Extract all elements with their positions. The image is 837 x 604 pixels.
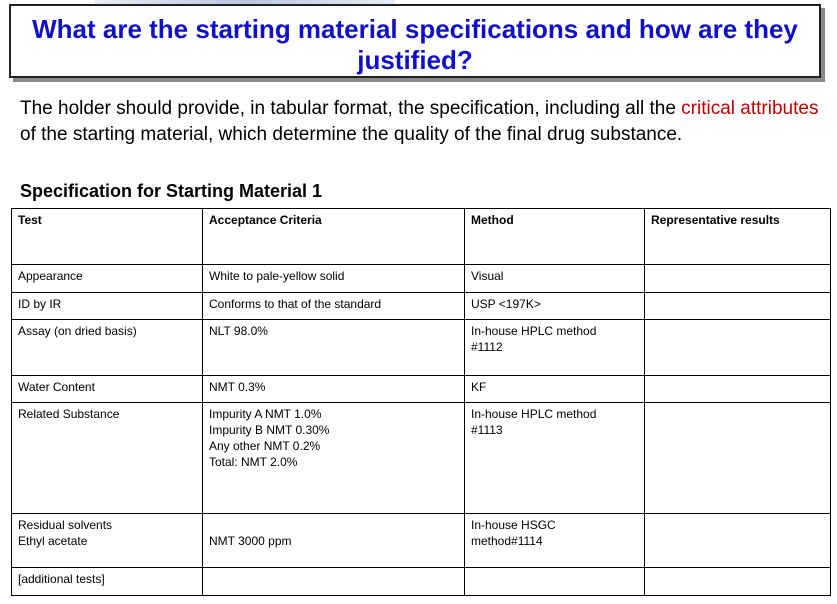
cell-results	[645, 293, 831, 320]
table-row	[12, 568, 831, 596]
table-row	[12, 265, 831, 293]
table-row	[12, 320, 831, 376]
cell-criteria: NLT 98.0%	[203, 320, 465, 376]
cell-method: USP <197K>	[465, 293, 645, 320]
table-row	[12, 403, 831, 514]
table-row	[12, 514, 831, 568]
cell-results	[645, 403, 831, 514]
header-acceptance-criteria: Acceptance Criteria	[203, 209, 465, 265]
intro-text-part2: of the starting material, which determine the quality of the final drug substance.	[20, 124, 683, 145]
cell-test: Water Content	[12, 376, 203, 403]
cell-method: Visual	[465, 265, 645, 293]
table-header-row	[12, 209, 831, 265]
cell-method: KF	[465, 376, 645, 403]
cell-method: In-house HPLC method #1113	[465, 403, 645, 514]
cell-method: In-house HSGC method#1114	[465, 514, 645, 568]
cell-test: Related Substance	[12, 403, 203, 514]
cell-test: Assay (on dried basis)	[12, 320, 203, 376]
cell-test: Appearance	[12, 265, 203, 293]
cell-results	[645, 265, 831, 293]
cell-criteria	[203, 568, 465, 596]
cell-results	[645, 376, 831, 403]
title-box	[9, 4, 821, 78]
intro-text-part1: The holder should provide, in tabular format, the specification, including all the	[20, 98, 682, 119]
table-row	[12, 376, 831, 403]
cell-criteria: NMT 0.3%	[203, 376, 465, 403]
cell-test: [additional tests]	[12, 568, 203, 596]
cell-criteria: Impurity A NMT 1.0% Impurity B NMT 0.30% Any other NMT 0.2% Total: NMT 2.0%	[203, 403, 465, 514]
header-method: Method	[465, 209, 645, 265]
specification-table	[11, 208, 831, 596]
intro-highlight: critical attributes	[681, 98, 819, 119]
intro-paragraph	[20, 96, 830, 148]
cell-criteria: White to pale-yellow solid	[203, 265, 465, 293]
table-row	[12, 293, 831, 320]
page-title: What are the starting material specifications and how are they justified?	[32, 14, 798, 75]
cell-results	[645, 514, 831, 568]
cell-method	[465, 568, 645, 596]
header-representative-results: Representative results	[645, 209, 831, 265]
header-test: Test	[12, 209, 203, 265]
table-title: Specification for Starting Material 1	[20, 181, 323, 201]
cell-test: Residual solvents Ethyl acetate	[12, 514, 203, 568]
cell-criteria: Conforms to that of the standard	[203, 293, 465, 320]
cell-results	[645, 320, 831, 376]
cell-test: ID by IR	[12, 293, 203, 320]
cell-criteria: NMT 3000 ppm	[203, 514, 465, 568]
cell-method: In-house HPLC method #1112	[465, 320, 645, 376]
cell-results	[645, 568, 831, 596]
